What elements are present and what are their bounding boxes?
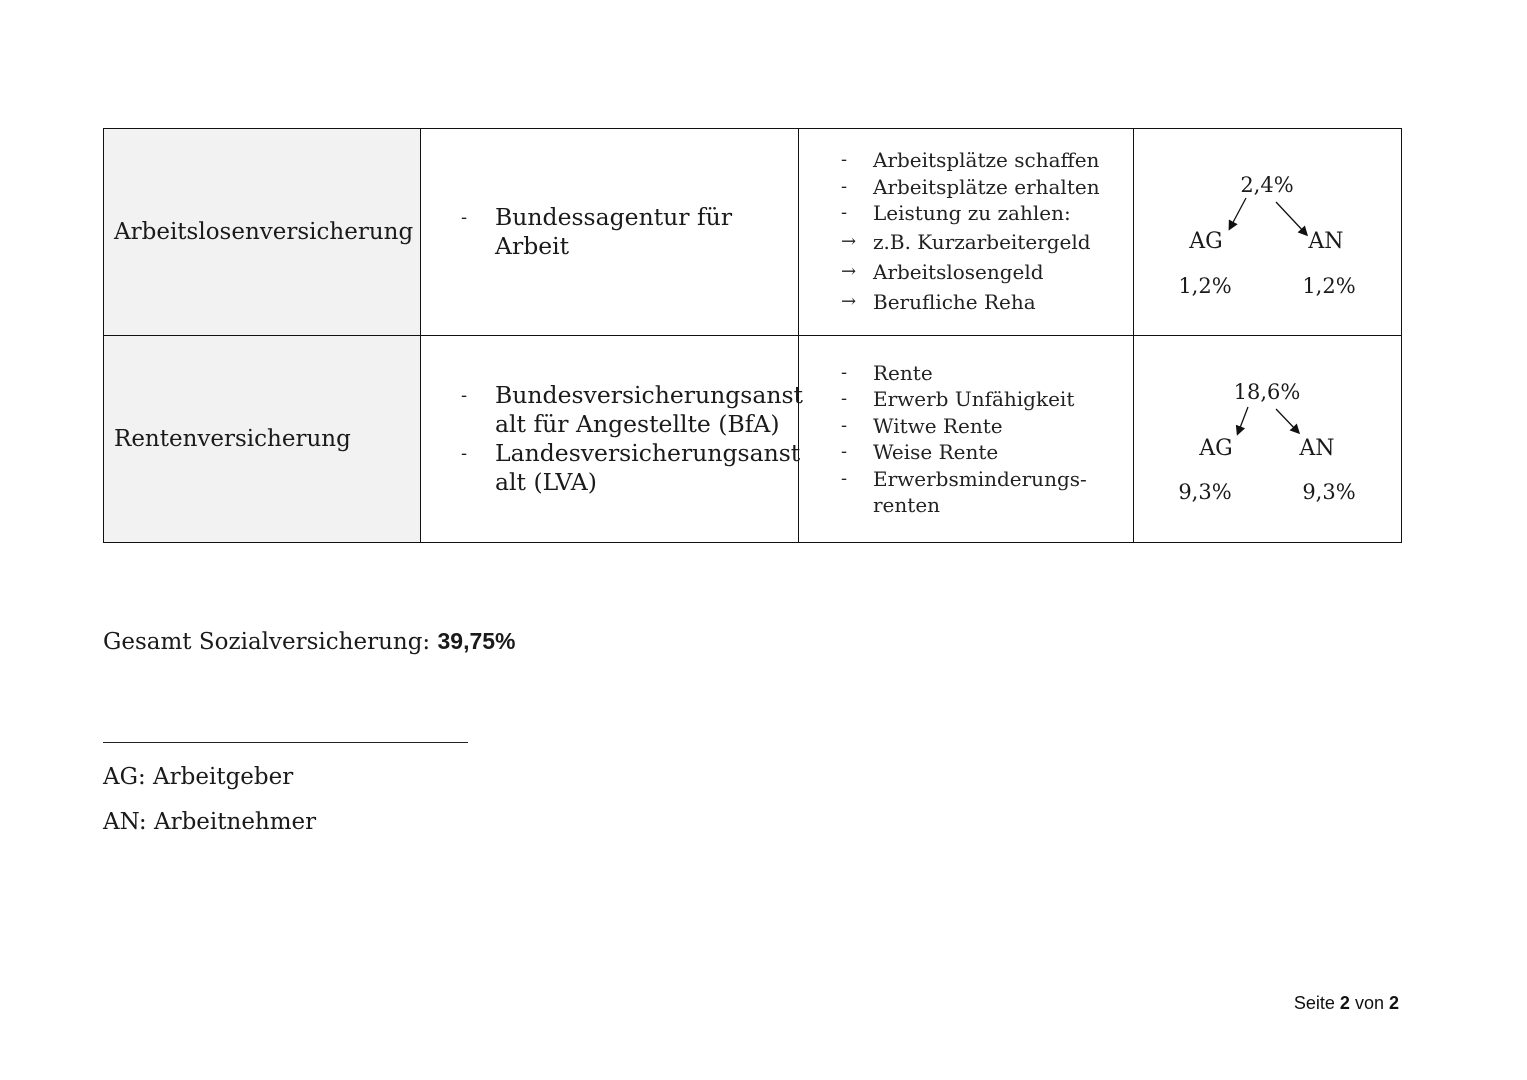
social-insurance-table	[103, 128, 1402, 543]
arrow-to-ag	[1230, 198, 1246, 228]
list-item: → Arbeitslosengeld	[841, 259, 1044, 284]
arrow-to-an	[1276, 409, 1298, 432]
institution-cell	[421, 336, 804, 543]
list-item: - Erwerb Unfähigkeit	[841, 387, 1075, 411]
task-list	[799, 147, 1133, 317]
list-item: - Witwe Rente	[841, 413, 1003, 438]
task-list	[799, 360, 1133, 519]
institution-list	[421, 203, 798, 261]
list-item: - Rente	[841, 360, 933, 385]
table-row	[104, 129, 1402, 336]
insurance-name: Rentenversicherung	[114, 426, 351, 452]
rate-split-diagram	[1134, 130, 1401, 335]
list-item: - Arbeitsplätze erhalten	[841, 174, 1100, 199]
rate-total: 18,6%	[1233, 379, 1301, 404]
list-item: → Berufliche Reha	[841, 289, 1036, 314]
rate-split-diagram	[1134, 337, 1401, 542]
list-item: - Bundessagentur für Arbeit	[461, 203, 733, 260]
total-value: 39,75%	[437, 628, 516, 654]
legend-an: AN: Arbeitnehmer	[103, 809, 317, 835]
insurance-name-cell	[104, 129, 421, 336]
an-share: 1,2%	[1302, 273, 1356, 298]
ag-share: 1,2%	[1178, 273, 1232, 298]
total-contribution	[103, 628, 516, 655]
an-label: AN	[1308, 228, 1344, 254]
page-number: Seite 2 von 2	[1293, 993, 1399, 1013]
rate-cell	[1134, 129, 1402, 336]
an-share: 9,3%	[1302, 479, 1356, 504]
ag-label: AG	[1189, 228, 1223, 254]
list-item: - Bundesversicherungsanst alt für Angestellte (BfA)	[461, 381, 804, 438]
footnote-divider	[103, 742, 468, 743]
tasks-cell	[799, 129, 1134, 336]
list-item: - Erwerbsminderungs-renten	[841, 466, 1087, 517]
legend-ag: AG: Arbeitgeber	[103, 764, 294, 790]
insurance-name-cell	[104, 336, 421, 543]
an-label: AN	[1299, 435, 1335, 461]
arrow-to-ag	[1238, 407, 1248, 433]
list-item: - Landesversicherungsanst alt (LVA)	[461, 439, 801, 496]
arrow-to-an	[1276, 202, 1306, 234]
list-item: - Leistung zu zahlen:	[841, 201, 1071, 226]
total-label: Gesamt Sozialversicherung:	[103, 629, 431, 655]
insurance-name: Arbeitslosenversicherung	[114, 219, 414, 245]
institution-list	[421, 381, 804, 497]
institution-cell	[421, 129, 799, 336]
list-item: - Arbeitsplätze schaffen	[841, 148, 1100, 173]
ag-label: AG	[1199, 435, 1233, 461]
tasks-cell	[799, 336, 1134, 543]
list-item: → z.B. Kurzarbeitergeld	[841, 229, 1091, 254]
list-item: - Weise Rente	[841, 440, 999, 464]
ag-share: 9,3%	[1178, 479, 1232, 504]
rate-cell	[1134, 336, 1402, 543]
table-row	[104, 336, 1402, 543]
rate-total: 2,4%	[1240, 172, 1294, 197]
